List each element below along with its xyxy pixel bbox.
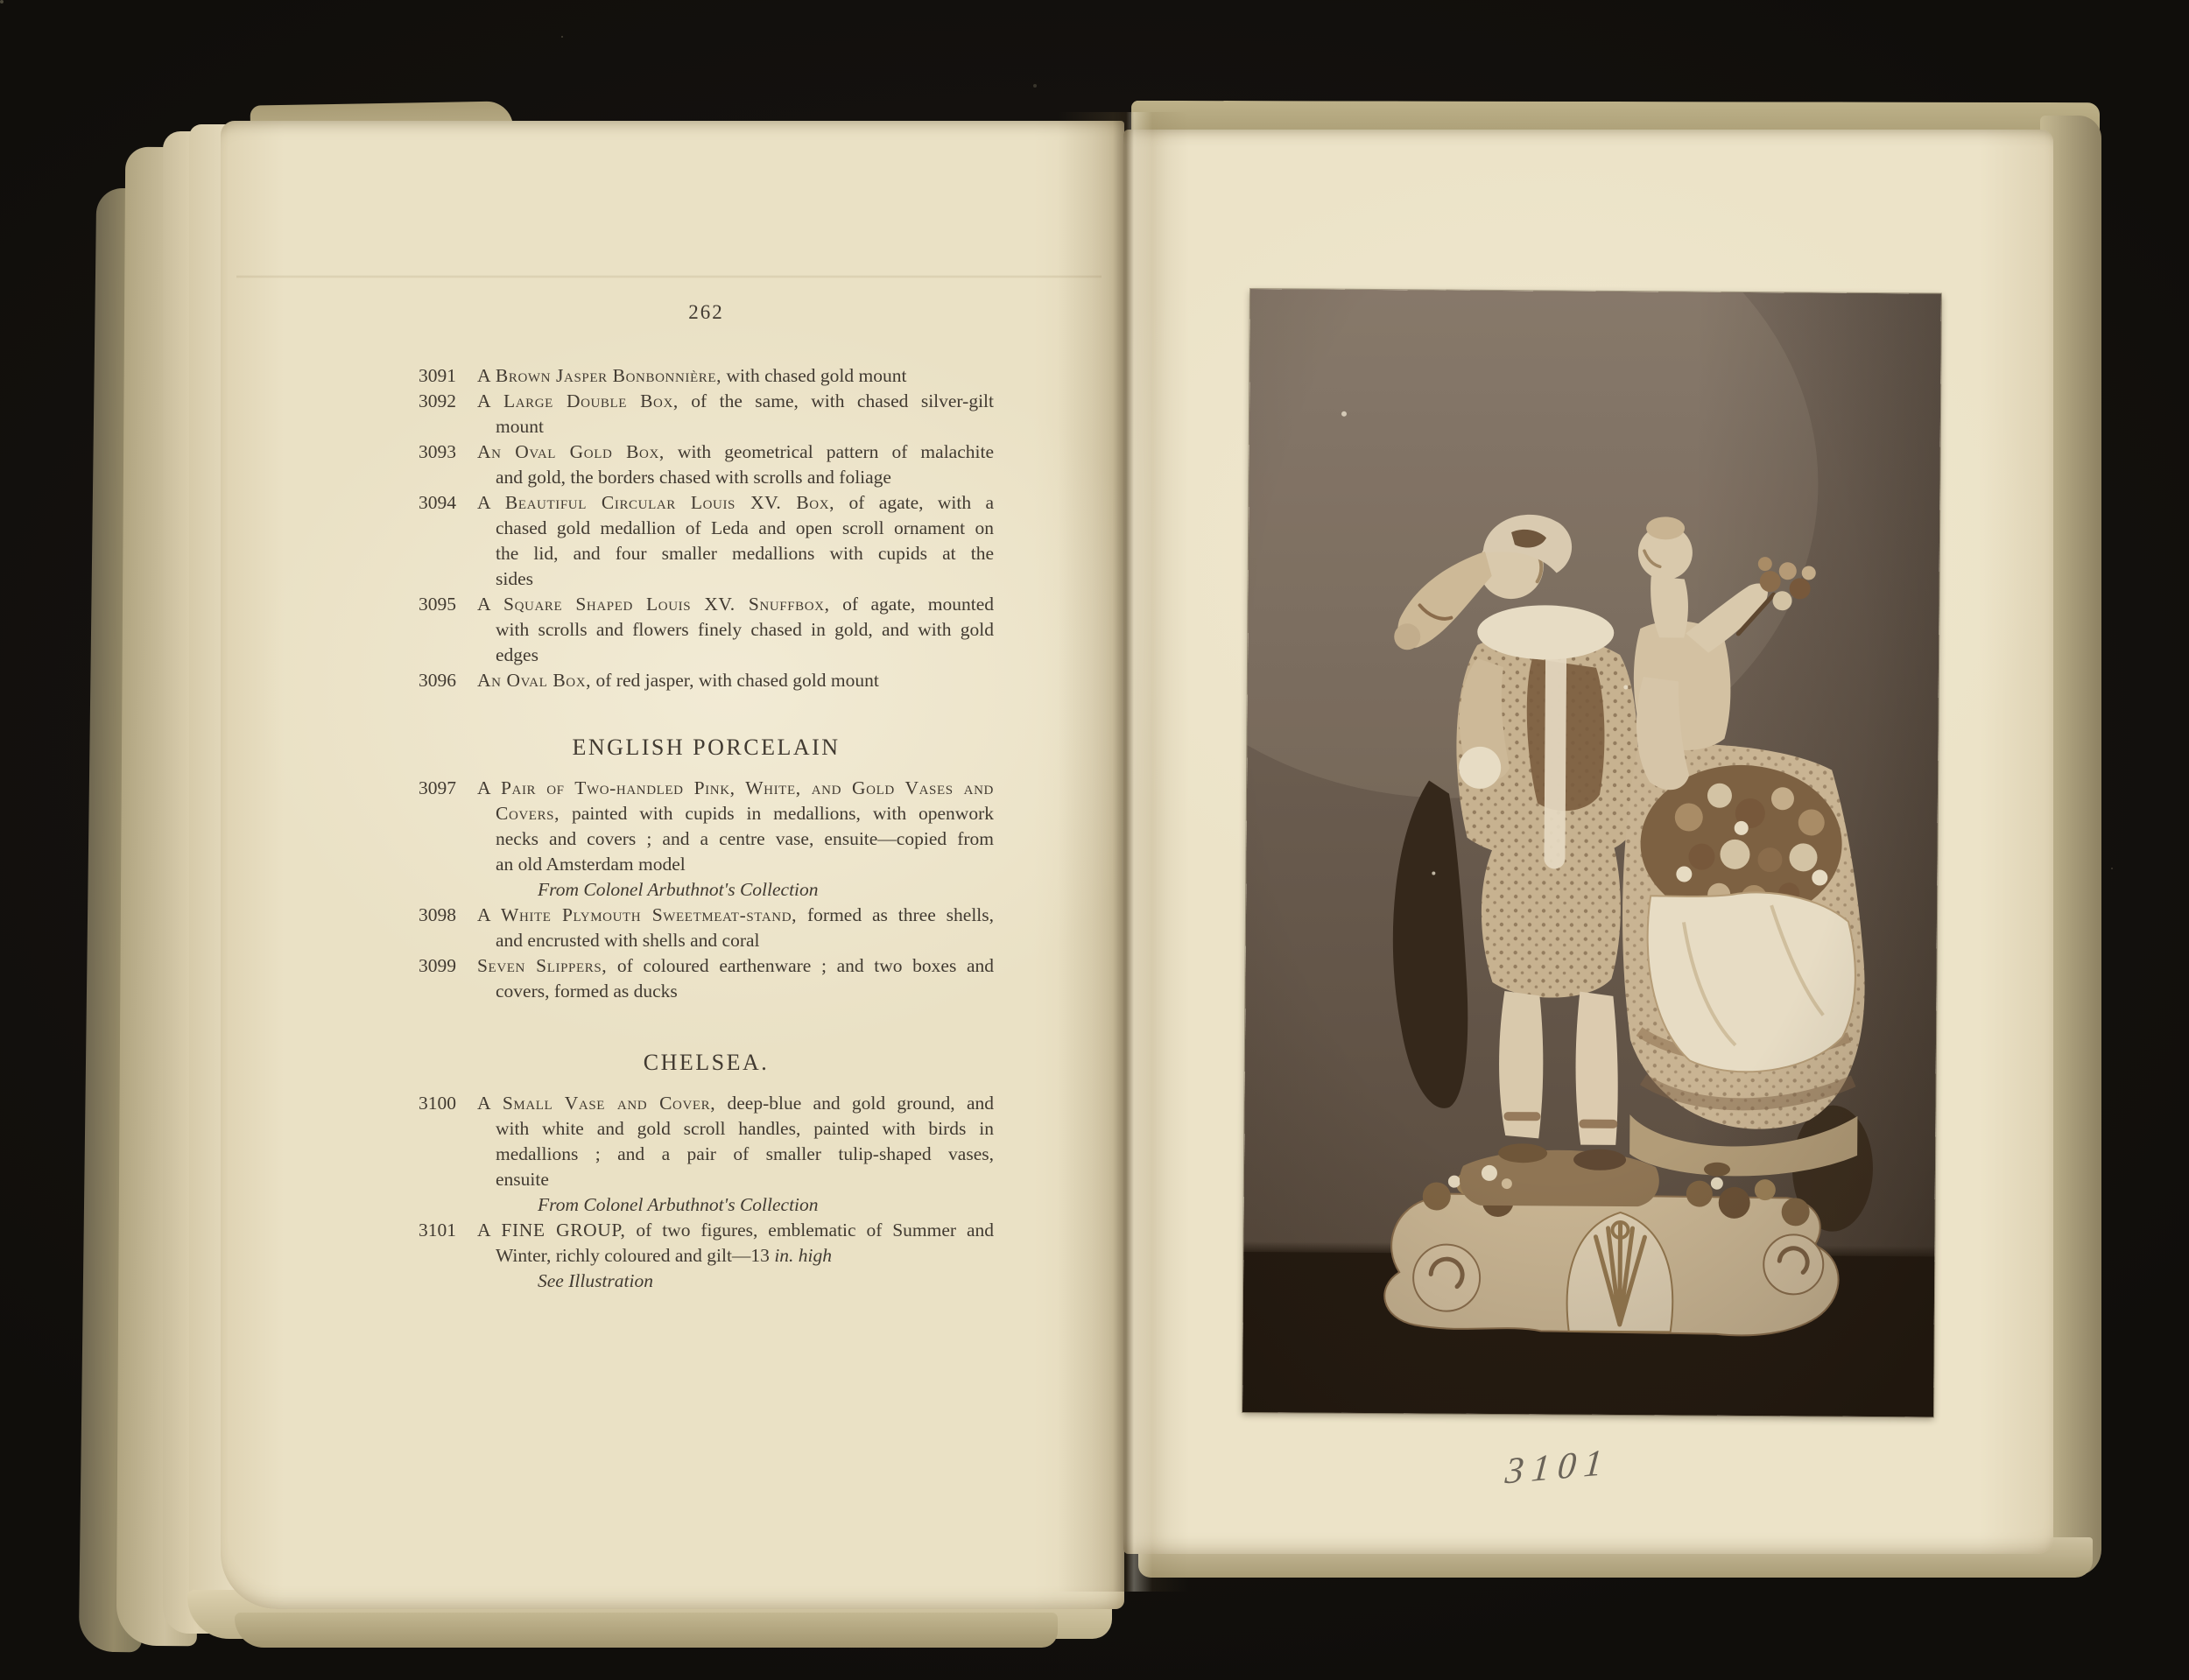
lot-number: 3097 bbox=[419, 777, 456, 798]
entry-line: and gold, the borders chased with scrolls and foliage bbox=[496, 467, 891, 488]
entry-line: 3101 A FINE GROUP, of two figures, emblematic of Summer and bbox=[419, 1218, 994, 1243]
entry-line: 3092 A Large Double Box, of the same, with chased silver-gilt bbox=[419, 389, 994, 414]
catalog-entry-3099 bbox=[419, 953, 994, 1004]
catalog-entry-3101 bbox=[419, 1218, 994, 1294]
entry-line: necks and covers ; and a centre vase, ensuite—copied from bbox=[496, 828, 994, 849]
entry-line: 3095 A Square Shaped Louis XV. Snuffbox, of agate, mounted bbox=[419, 592, 994, 617]
entry-line: 3097 A Pair of Two-handled Pink, White, and Gold Vases and bbox=[419, 776, 994, 801]
entry-line: with white and gold scroll handles, painted with birds in bbox=[496, 1118, 994, 1139]
entry-line: and encrusted with shells and coral bbox=[496, 930, 760, 951]
entry-line: the lid, and four smaller medallions with cupids at the bbox=[496, 543, 994, 564]
entry-line: medallions ; and a pair of smaller tulip-shaped vases, bbox=[496, 1143, 994, 1164]
page-number: 262 bbox=[688, 301, 724, 323]
porcelain-figure-group-photo bbox=[1242, 289, 1941, 1416]
catalog-entry-3093 bbox=[419, 439, 994, 490]
handwritten-plate-number: 3101 bbox=[1503, 1442, 1612, 1493]
entry-line: ensuite bbox=[496, 1169, 549, 1190]
entry-line: Covers, painted with cupids in medallions, with openwork bbox=[496, 803, 994, 824]
lot-number: 3091 bbox=[419, 365, 456, 386]
entry-line: 3091 A Brown Jasper Bonbonnière, with chased gold mount bbox=[419, 363, 994, 389]
catalog-entry-3097 bbox=[419, 776, 994, 903]
lot-number: 3093 bbox=[419, 441, 456, 462]
entry-line: Winter, richly coloured and gilt—13 in. high bbox=[496, 1245, 833, 1266]
catalog-entry-3092 bbox=[419, 389, 994, 439]
lot-number: 3096 bbox=[419, 670, 456, 691]
catalog-text-block bbox=[419, 363, 994, 1294]
entry-line: 3094 A Beautiful Circular Louis XV. Box, of agate, with a bbox=[419, 490, 994, 516]
right-page bbox=[1123, 130, 2053, 1554]
entry-note: From Colonel Arbuthnot's Collection bbox=[538, 1194, 819, 1215]
catalog-entry-3098 bbox=[419, 903, 994, 953]
left-page bbox=[221, 121, 1124, 1609]
entry-line: sides bbox=[496, 568, 533, 589]
lot-number: 3098 bbox=[419, 904, 456, 925]
mounted-photograph bbox=[1242, 289, 1941, 1416]
entry-line: an old Amsterdam model bbox=[496, 854, 686, 875]
catalog-entry-3091 bbox=[419, 363, 994, 389]
lot-number: 3100 bbox=[419, 1093, 456, 1114]
entry-note: See Illustration bbox=[538, 1270, 653, 1291]
catalog-entry-3100 bbox=[419, 1091, 994, 1218]
entry-line: edges bbox=[496, 644, 538, 665]
catalog-entry-3096 bbox=[419, 668, 994, 693]
entry-line: covers, formed as ducks bbox=[496, 981, 678, 1002]
lot-number: 3099 bbox=[419, 955, 456, 976]
entry-line: 3100 A Small Vase and Cover, deep-blue and gold ground, and bbox=[419, 1091, 994, 1116]
entry-line: 3098 A White Plymouth Sweetmeat-stand, formed as three shells, bbox=[419, 903, 994, 928]
lot-number: 3101 bbox=[419, 1220, 456, 1241]
entry-line: 3096 An Oval Box, of red jasper, with chased gold mount bbox=[419, 668, 994, 693]
paper-crease bbox=[236, 275, 1102, 278]
entry-note: From Colonel Arbuthnot's Collection bbox=[538, 879, 819, 900]
lot-number: 3092 bbox=[419, 390, 456, 411]
photo-vignette bbox=[1242, 289, 1941, 1416]
entry-line: 3099 Seven Slippers, of coloured earthenware ; and two boxes and bbox=[419, 953, 994, 979]
lot-number: 3095 bbox=[419, 594, 456, 615]
lot-number: 3094 bbox=[419, 492, 456, 513]
catalog-entry-3094 bbox=[419, 490, 994, 592]
catalog-entry-3095 bbox=[419, 592, 994, 668]
section-heading-english-porcelain: ENGLISH PORCELAIN bbox=[572, 735, 841, 760]
entry-line: chased gold medallion of Leda and open scroll ornament on bbox=[496, 517, 994, 538]
section-heading-chelsea: CHELSEA. bbox=[643, 1050, 770, 1075]
entry-line: mount bbox=[496, 416, 544, 437]
bottom-page-edge-stack bbox=[235, 1613, 1058, 1648]
entry-line: 3093 An Oval Gold Box, with geometrical pattern of malachite bbox=[419, 439, 994, 465]
entry-line: with scrolls and flowers finely chased in gold, and with gold bbox=[496, 619, 994, 640]
